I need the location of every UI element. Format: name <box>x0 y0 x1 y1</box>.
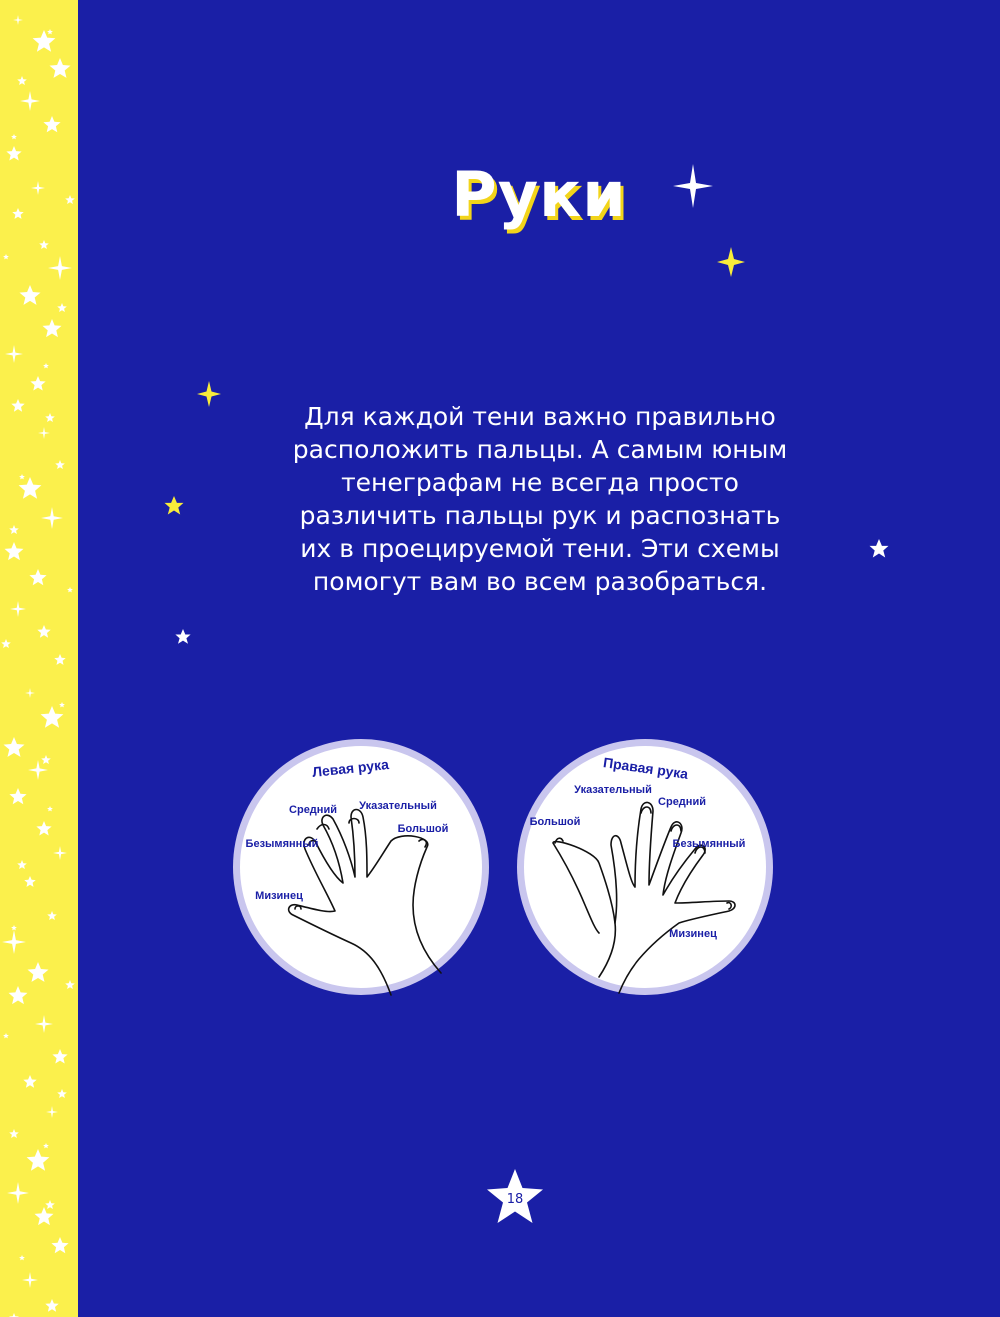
label-ring-finger: Безымянный <box>672 838 746 850</box>
label-thumb: Большой <box>397 823 449 835</box>
sparkle-star-icon <box>197 381 221 407</box>
left-hand-title: Левая рука <box>311 756 390 780</box>
intro-line: Для каждой тени важно правильно <box>304 402 776 431</box>
label-middle-finger: Средний <box>289 804 337 816</box>
label-index-finger: Указательный <box>574 784 652 796</box>
right-hand-title: Правая рука <box>602 754 690 782</box>
right-hand-diagram <box>515 737 775 997</box>
page-title: Руки <box>451 158 627 231</box>
sparkle-star-icon <box>717 247 745 277</box>
page-number-badge <box>486 1168 544 1226</box>
star-icon <box>165 496 184 515</box>
label-index-finger: Указательный <box>359 800 437 812</box>
page-number: 18 <box>506 1192 524 1207</box>
label-middle-finger: Средний <box>658 796 706 808</box>
circle-face <box>240 746 482 988</box>
intro-line: помогут вам во всем разобраться. <box>312 567 768 596</box>
intro-line: их в проецируемой тени. Эти схемы <box>300 534 780 563</box>
left-hand-diagram <box>231 737 491 997</box>
star-icon <box>175 629 190 644</box>
label-pinky: Мизинец <box>669 928 717 940</box>
intro-paragraph <box>240 400 840 598</box>
star-icon <box>870 539 889 558</box>
label-ring-finger: Безымянный <box>245 838 319 850</box>
intro-line: расположить пальцы. А самым юным <box>292 435 788 464</box>
intro-line: тенеграфам не всегда просто <box>341 468 739 497</box>
label-pinky: Мизинец <box>255 890 303 902</box>
label-thumb: Большой <box>529 816 581 828</box>
intro-line: различить пальцы рук и распознать <box>299 501 781 530</box>
